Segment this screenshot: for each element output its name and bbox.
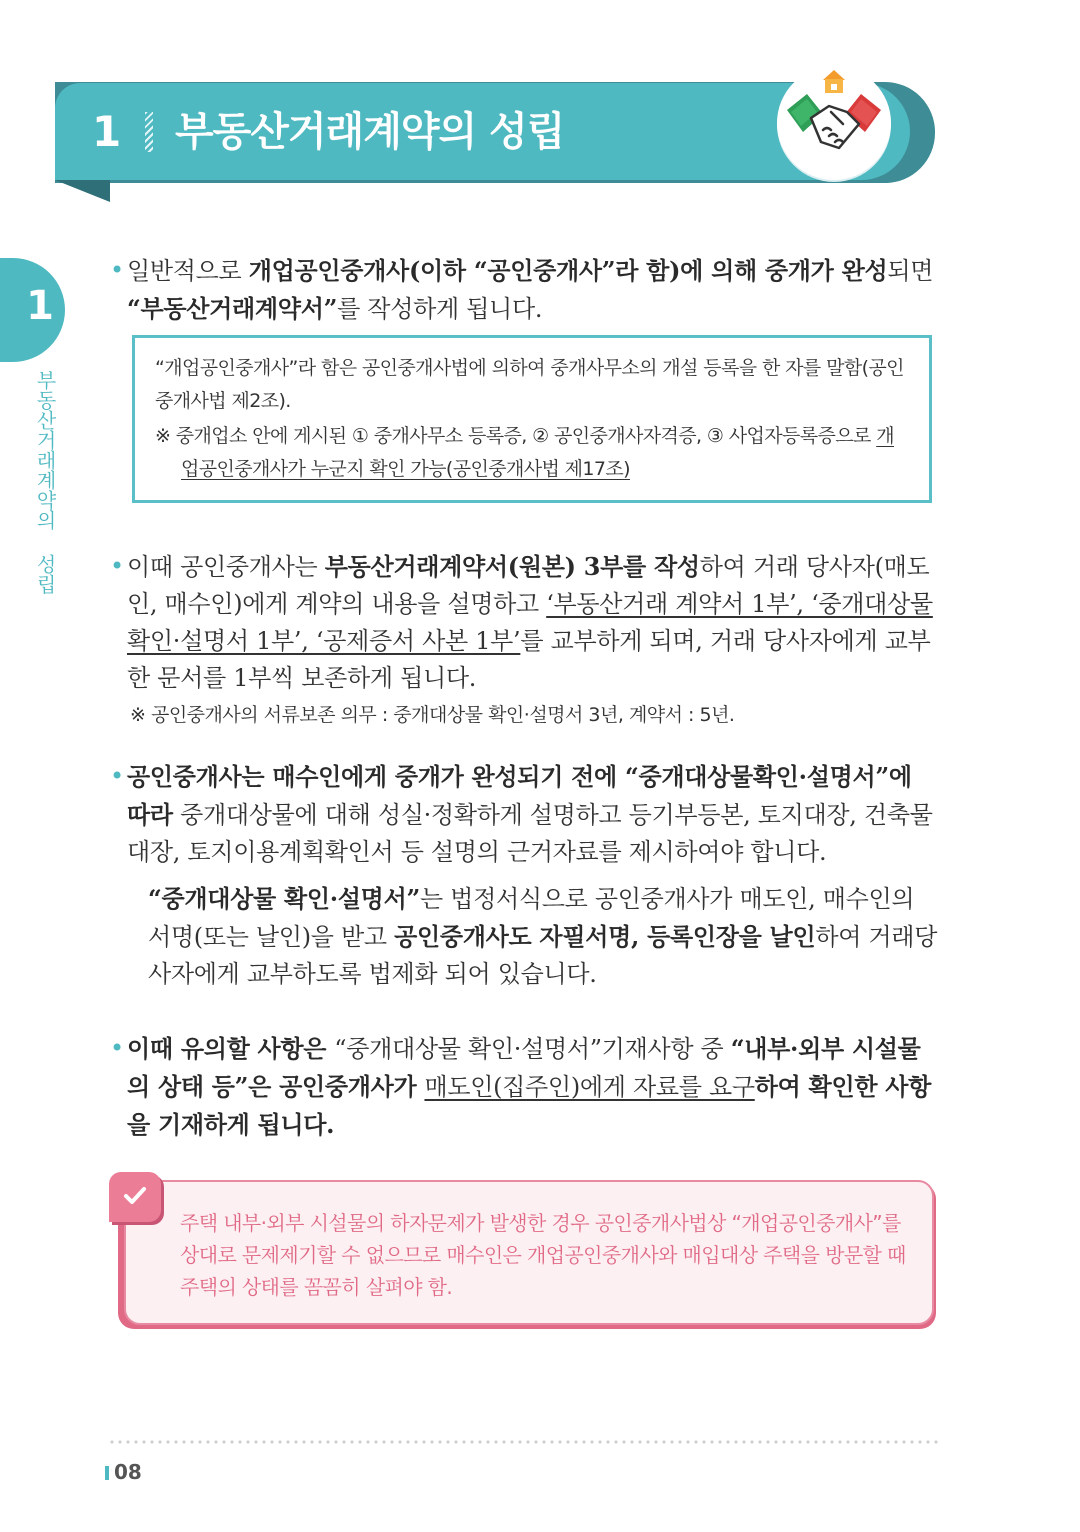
paragraph-caution: • 이때 유의할 사항은 “중개대상물 확인·설명서”기재사항 중 “내부·외부 시설물의 상태 등”은 공인중개사가 매도인(집주인)에게 자료를 요구하여 확인한 사항을 기재하게 됩니다. [110, 1030, 938, 1144]
banner-fold [55, 180, 110, 202]
chapter-number: 1 [92, 107, 122, 156]
chapter-title: 부동산거래계약의 성립 [175, 109, 565, 155]
definition-text: “개업공인중개사”라 함은 공인중개사법에 의하여 중개사무소의 개설 등록을 한 자를 말함(공인중개사법 제2조). [155, 357, 904, 412]
bullet-icon: • [110, 1034, 124, 1062]
paragraph-explanation-duty: • 공인중개사는 매수인에게 중개가 완성되기 전에 “중개대상물확인·설명서”에 따라 중개대상물에 대해 성실·정확하게 설명하고 등기부등본, 토지대장, 건축물대장, 토지이용계획확인서 등 설명의 근거자료를 제시하여야 합니다. [110, 758, 938, 871]
bullet-icon: • [110, 552, 124, 580]
notice-text: ※ 중개업소 안에 게시된 ① 중개사무소 등록증, ② 공인중개사자격증, ③ 사업자등록증으로 개업공인중개사가 누군지 확인 가능(공인중개사법 제17조) [155, 425, 894, 480]
tip-text: 주택 내부·외부 시설물의 하자문제가 발생한 경우 공인중개사법상 “개업공인중개사”를 상대로 문제제기할 수 없으므로 매수인은 개업공인중개사와 매입대상 주택을 방문할 때 주택의 상태를 꼼꼼히 살펴야 함. [180, 1211, 906, 1299]
side-chapter-number: 1 [26, 283, 54, 329]
check-icon [109, 1172, 161, 1222]
retention-note: ※ 공인중개사의 서류보존 의무 : 중개대상물 확인·설명서 3년, 계약서 : 5년. [130, 704, 735, 726]
bullet-icon: • [110, 762, 124, 790]
paragraph-statutory-form: “중개대상물 확인·설명서”는 법정서식으로 공인중개사가 매도인, 매수인의 서명(또는 날인)을 받고 공인중개사도 자필서명, 등록인장을 날인하여 거래당사자에게 교부하도록 법제화 되어 있습니다. [148, 884, 938, 988]
definition-note-box [132, 335, 932, 503]
footer-divider [108, 1440, 938, 1444]
side-chapter-label: 부동산거래계약의 성립 [33, 370, 57, 594]
bullet-icon: • [110, 256, 124, 284]
page-number: 08 [114, 1460, 142, 1484]
handshake-house-icon [777, 66, 891, 180]
chapter-separator [145, 112, 153, 152]
paragraph-contract-copies: • 이때 공인중개사는 부동산거래계약서(원본) 3부를 작성하여 거래 당사자(매도인, 매수인)에게 계약의 내용을 설명하고 ‘부동산거래 계약서 1부’, ‘중개대상물 확인·설명서 1부’, ‘공제증서 사본 1부’를 교부하게 되며, 거래 당사자에게 교부한 문서를 1부씩 보존하게 됩니다. [110, 548, 938, 697]
page-number-marker [105, 1466, 109, 1480]
paragraph-intro: • 일반적으로 개업공인중개사(이하 “공인중개사”라 함)에 의해 중개가 완성되면 “부동산거래계약서”를 작성하게 됩니다. [110, 252, 938, 328]
